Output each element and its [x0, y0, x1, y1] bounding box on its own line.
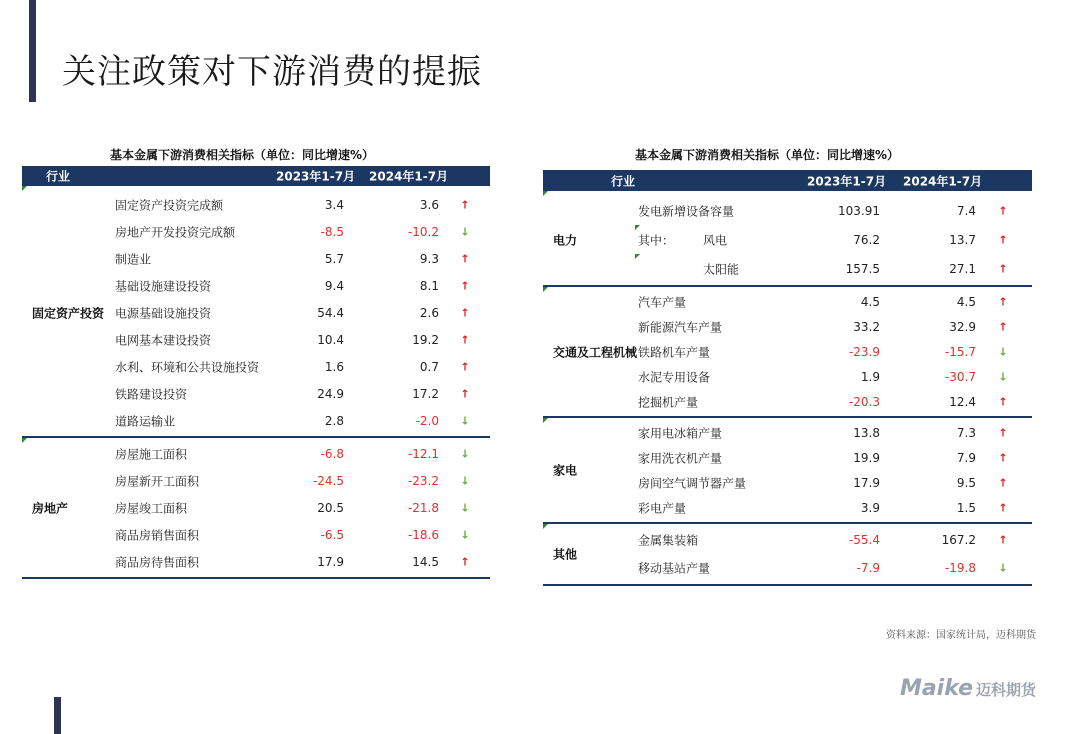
value-2023: 54.4	[317, 305, 344, 320]
table-row	[543, 495, 1032, 520]
value-2023: 17.9	[317, 554, 344, 569]
cell-mark	[635, 225, 640, 230]
indicator-name: 水泥专用设备	[638, 370, 711, 384]
category-label: 家电	[553, 463, 578, 478]
value-2023: 17.9	[853, 475, 880, 490]
header-cell: 2024年1-7月	[903, 174, 983, 188]
header-cell: 2023年1-7月	[276, 169, 356, 184]
value-2024: -18.6	[407, 527, 439, 542]
table-group	[543, 524, 1032, 586]
table-group	[543, 418, 1032, 524]
title-accent-bar	[29, 0, 36, 102]
value-2024: 13.7	[949, 232, 976, 247]
indicator-name: 水利、环境和公共设施投资	[115, 360, 260, 374]
source-note: 资料来源：国家统计局，迈科期货	[886, 630, 1036, 641]
cell-mark	[635, 254, 640, 259]
value-2024: -19.8	[944, 561, 976, 575]
value-2024: -30.7	[944, 369, 976, 384]
logo-cn: 迈科期货	[975, 681, 1036, 699]
arrow-down-icon: ↓	[460, 501, 470, 514]
arrow-down-icon: ↓	[998, 345, 1008, 358]
arrow-down-icon: ↓	[460, 414, 470, 427]
table-row	[22, 440, 490, 467]
indicator-name: 新能源汽车产量	[638, 320, 723, 334]
value-2023: 9.4	[324, 278, 344, 293]
indicator-name: 房地产开发投资完成额	[115, 225, 236, 239]
value-2024: -10.2	[407, 224, 439, 239]
logo-latin: Maike	[899, 676, 973, 701]
value-2023: 1.9	[860, 369, 880, 384]
table-group	[22, 438, 490, 579]
value-2023: 103.91	[838, 203, 880, 218]
value-2024: 7.3	[956, 425, 976, 440]
value-2023: 20.5	[317, 500, 344, 515]
footer-accent-bar	[54, 697, 61, 734]
value-2023: 3.4	[324, 197, 344, 212]
value-2024: 7.9	[956, 450, 976, 465]
value-2023: -24.5	[312, 473, 344, 488]
arrow-up-icon: ↑	[998, 426, 1008, 439]
arrow-up-icon: ↑	[998, 476, 1008, 489]
indicator-name: 其中：	[638, 233, 675, 247]
table-row	[543, 420, 1032, 445]
indicator-name: 房屋竣工面积	[115, 501, 188, 515]
category-label: 房地产	[32, 501, 69, 515]
indicator-name: 固定资产投资完成额	[115, 198, 224, 212]
indicator-name: 房间空气调节器产量	[638, 476, 747, 490]
table-row	[543, 196, 1032, 225]
arrow-up-icon: ↑	[460, 555, 470, 568]
value-2023: 157.5	[845, 261, 880, 276]
value-2024: 27.1	[949, 261, 976, 276]
arrow-down-icon: ↓	[998, 561, 1008, 575]
arrow-down-icon: ↓	[460, 225, 470, 238]
value-2023: 1.6	[324, 359, 344, 374]
indicator-name: 制造业	[115, 252, 152, 266]
table-row	[22, 407, 490, 434]
value-2024: 9.3	[419, 251, 439, 266]
arrow-up-icon: ↑	[998, 295, 1008, 308]
table-row	[543, 554, 1032, 582]
arrow-up-icon: ↑	[998, 320, 1008, 333]
value-2023: 5.7	[324, 251, 344, 266]
table-row	[22, 380, 490, 407]
value-2024: 8.1	[419, 278, 439, 293]
table-row	[543, 289, 1032, 314]
header-cell: 行业	[611, 174, 636, 188]
value-2023: -6.5	[320, 527, 344, 542]
value-2023: 76.2	[853, 232, 880, 247]
indicator-name: 金属集装箱	[638, 533, 699, 548]
table-row	[543, 445, 1032, 470]
page-title: 关注政策对下游消费的提振	[62, 52, 482, 92]
indicator-name: 铁路建设投资	[115, 387, 188, 401]
table-row	[543, 254, 1032, 283]
value-2023: -20.3	[848, 394, 880, 409]
value-2023: 3.9	[860, 500, 880, 515]
arrow-up-icon: ↑	[460, 333, 470, 346]
header-cell: 行业	[46, 169, 71, 184]
value-2024: 9.5	[956, 475, 976, 490]
value-2024: -23.2	[407, 473, 439, 488]
table-row	[22, 218, 490, 245]
arrow-up-icon: ↑	[998, 233, 1008, 246]
arrow-up-icon: ↑	[460, 387, 470, 400]
table-caption: 基本金属下游消费相关指标（单位：同比增速%）	[635, 148, 900, 162]
indicator-name: 商品房销售面积	[115, 528, 200, 542]
value-2024: -12.1	[407, 446, 439, 461]
value-2024: 4.5	[956, 294, 976, 309]
arrow-down-icon: ↓	[460, 474, 470, 487]
arrow-up-icon: ↑	[998, 262, 1008, 275]
table-row	[22, 467, 490, 494]
indicator-name: 房屋新开工面积	[115, 474, 200, 488]
indicator-name: 电源基础设施投资	[115, 306, 212, 320]
value-2024: 12.4	[949, 394, 976, 409]
value-2024: 1.5	[956, 500, 976, 515]
category-label: 其他	[553, 547, 578, 562]
value-2023: 4.5	[860, 294, 880, 309]
arrow-up-icon: ↑	[460, 198, 470, 211]
value-2024: 2.6	[419, 305, 439, 320]
value-2023: 19.9	[853, 450, 880, 465]
value-2024: 32.9	[949, 319, 976, 334]
value-2024: -2.0	[415, 413, 439, 428]
category-label: 电力	[553, 233, 578, 247]
arrow-up-icon: ↑	[460, 360, 470, 373]
value-2024: -15.7	[944, 344, 976, 359]
value-2024: -21.8	[407, 500, 439, 515]
table-header	[22, 166, 490, 186]
table-group	[543, 194, 1032, 287]
arrow-down-icon: ↓	[460, 528, 470, 541]
table-caption: 基本金属下游消费相关指标（单位：同比增速%）	[110, 148, 375, 162]
indicator-name: 移动基站产量	[638, 561, 711, 576]
indicator-name: 发电新增设备容量	[638, 204, 735, 218]
table-row	[22, 353, 490, 380]
table-row	[22, 191, 490, 218]
value-2024: 7.4	[956, 203, 976, 218]
value-2023: -6.8	[320, 446, 344, 461]
table-row	[543, 314, 1032, 339]
table-row	[22, 548, 490, 575]
arrow-down-icon: ↓	[998, 370, 1008, 383]
value-2023: 2.8	[324, 413, 344, 428]
value-2023: -7.9	[856, 561, 880, 575]
table-row	[543, 364, 1032, 389]
table-row	[543, 470, 1032, 495]
indicator-name: 家用洗衣机产量	[638, 451, 723, 465]
value-2024: 0.7	[419, 359, 439, 374]
value-2024: 19.2	[412, 332, 439, 347]
arrow-up-icon: ↑	[998, 501, 1008, 514]
value-2023: -23.9	[848, 344, 880, 359]
table-group	[22, 189, 490, 438]
indicator-name: 道路运输业	[115, 414, 176, 428]
table-row	[22, 494, 490, 521]
indicator-subname: 太阳能	[703, 262, 740, 276]
table-row	[22, 326, 490, 353]
table-row	[22, 272, 490, 299]
table-row	[22, 521, 490, 548]
indicator-name: 汽车产量	[638, 295, 687, 309]
arrow-up-icon: ↑	[460, 306, 470, 319]
category-label: 固定资产投资	[32, 306, 105, 320]
indicator-name: 电网基本建设投资	[115, 333, 212, 347]
value-2023: 13.8	[853, 425, 880, 440]
table-group	[543, 287, 1032, 418]
header-cell: 2024年1-7月	[369, 169, 449, 184]
arrow-up-icon: ↑	[460, 279, 470, 292]
value-2024: 167.2	[941, 533, 976, 547]
value-2024: 14.5	[412, 554, 439, 569]
value-2023: -55.4	[848, 533, 880, 547]
value-2024: 17.2	[412, 386, 439, 401]
indicator-name: 商品房待售面积	[115, 555, 200, 569]
value-2024: 3.6	[419, 197, 439, 212]
table-header	[543, 170, 1032, 191]
category-label: 交通及工程机械	[553, 345, 638, 359]
table-row	[22, 299, 490, 326]
table-row	[543, 339, 1032, 364]
indicator-name: 房屋施工面积	[115, 447, 188, 461]
indicator-name: 挖掘机产量	[638, 395, 699, 409]
indicator-name: 铁路机车产量	[638, 345, 711, 359]
indicator-name: 家用电冰箱产量	[638, 426, 723, 440]
indicator-name: 基础设施建设投资	[115, 279, 212, 293]
table-row	[22, 245, 490, 272]
arrow-up-icon: ↑	[998, 395, 1008, 408]
value-2023: 10.4	[317, 332, 344, 347]
arrow-up-icon: ↑	[460, 252, 470, 265]
company-logo	[900, 676, 1036, 701]
table-row	[543, 526, 1032, 554]
table-row	[543, 225, 1032, 254]
arrow-up-icon: ↑	[998, 204, 1008, 217]
value-2023: 33.2	[853, 319, 880, 334]
value-2023: 24.9	[317, 386, 344, 401]
table-row	[543, 389, 1032, 414]
value-2023: -8.5	[320, 224, 344, 239]
indicator-subname: 风电	[703, 233, 728, 247]
arrow-down-icon: ↓	[460, 447, 470, 460]
indicator-name: 彩电产量	[638, 501, 687, 515]
header-cell: 2023年1-7月	[807, 174, 887, 188]
arrow-up-icon: ↑	[998, 533, 1008, 547]
arrow-up-icon: ↑	[998, 451, 1008, 464]
